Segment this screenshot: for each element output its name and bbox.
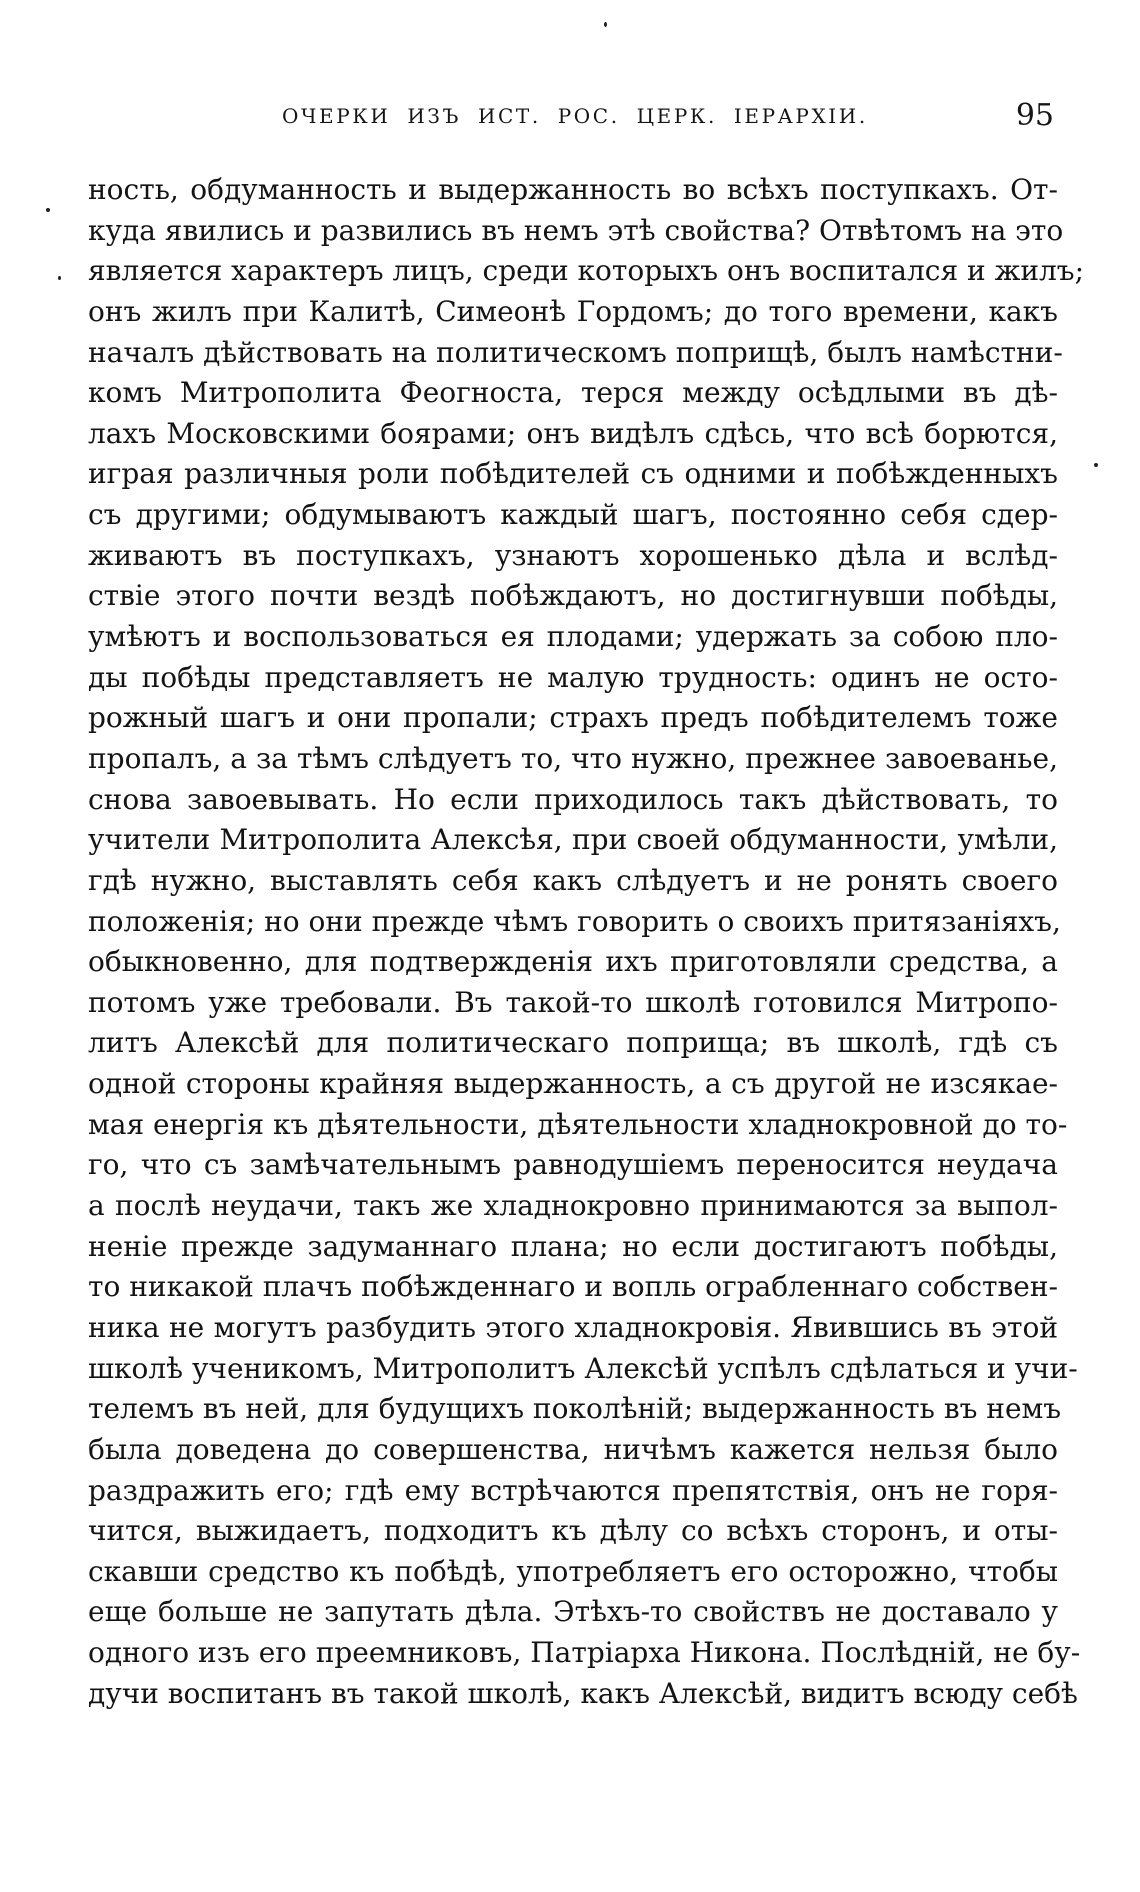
text-line: еще больше не запутать дѣла. Этѣхъ-то свойствъ не доставало у [88, 1595, 1058, 1629]
text-line: телемъ въ ней, для будущихъ поколѣній; выдержанность въ немъ [88, 1392, 1062, 1426]
text-line: является характеръ лицъ, среди которыхъ онъ воспитался и жилъ; [88, 254, 1085, 288]
text-line: лахъ Московскими боярами; онъ видѣлъ сдѣсь, что всѣ борются, [88, 416, 1058, 450]
text-line: снова завоевывать. Но если приходилось такъ дѣйствовать, то [88, 782, 1058, 816]
text-line: съ другими; обдумываютъ каждый шагъ, постоянно себя сдер- [88, 498, 1058, 532]
text-line: ность, обдуманность и выдержанность во всѣхъ поступкахъ. От- [88, 173, 1058, 206]
print-speck [58, 276, 61, 280]
text-line: положенія; но они прежде чѣмъ говорить о своихъ притязаніяхъ, [88, 904, 1061, 938]
text-line: живаютъ въ поступкахъ, узнаютъ хорошенько дѣла и вслѣд- [88, 538, 1058, 572]
text-line: мая енергія къ дѣятельности, дѣятельности хладнокровной до то- [88, 1107, 1068, 1141]
text-line: одного изъ его преемниковъ, Патріарха Никона. Послѣдній, не бу- [88, 1636, 1081, 1670]
running-title: ОЧЕРКИ ИЗЪ ИСТ. РОС. ЦЕРК. IЕРАРХIИ. [282, 104, 868, 128]
text-line: гдѣ нужно, выставлять себя какъ слѣдуетъ и не ронять своего [88, 863, 1058, 897]
text-line: литъ Алексѣй для политическаго поприща; въ школѣ, гдѣ съ [88, 1026, 1058, 1060]
text-line: ника не могутъ разбудить этого хладнокровія. Явившись въ этой [88, 1310, 1058, 1344]
text-line: а послѣ неудачи, такъ же хладнокровно принимаются за выпол- [88, 1189, 1058, 1223]
running-head [276, 98, 1056, 142]
text-line: была доведена до совершенства, ничѣмъ кажется нельзя было [88, 1432, 1058, 1466]
text-line: началъ дѣйствовать на политическомъ поприщѣ, былъ намѣстни- [88, 335, 1063, 369]
text-line: умѣютъ и воспользоваться ея плодами; удержать за собою пло- [88, 620, 1058, 654]
text-line: скавши средство къ побѣдѣ, употребляетъ его осторожно, чтобы [88, 1554, 1058, 1588]
text-line: чится, выжидаетъ, подходитъ къ дѣлу со всѣхъ сторонъ, и оты- [88, 1514, 1058, 1548]
page-number: 95 [1015, 98, 1054, 133]
text-line: го, что съ замѣчательнымъ равнодушіемъ переносится неудача [88, 1148, 1058, 1182]
text-line: ды побѣды представляетъ не малую трудность: одинъ не осто- [88, 660, 1058, 694]
body-text [88, 170, 1085, 1714]
text-line: то никакой плачъ побѣжденнаго и вопль ограбленнаго собствен- [88, 1270, 1058, 1304]
text-line: рожный шагъ и они пропали; страхъ предъ побѣдителемъ тоже [88, 701, 1058, 735]
text-line: потомъ уже требовали. Въ такой-то школѣ готовился Митропо- [88, 985, 1058, 1019]
text-line: комъ Митрополита Феогноста, терся между осѣдлыми въ дѣ- [88, 376, 1058, 410]
text-line: учители Митрополита Алексѣя, при своей обдуманности, умѣли, [88, 823, 1058, 857]
text-line: пропалъ, а за тѣмъ слѣдуетъ то, что нужно, прежнее завоеванье, [88, 741, 1058, 775]
text-line: онъ жилъ при Калитѣ, Симеонѣ Гордомъ; до того времени, какъ [88, 294, 1058, 328]
text-line: ствіе этого почти вездѣ побѣждаютъ, но достигнувши побѣды, [88, 579, 1058, 613]
text-line: раздражить его; гдѣ ему встрѣчаются препятствія, онъ не горя- [88, 1473, 1058, 1507]
text-line: неніе прежде задуманнаго плана; но если достигаютъ побѣды, [88, 1229, 1058, 1263]
text-line: школѣ ученикомъ, Митрополитъ Алексѣй успѣлъ сдѣлаться и учи- [88, 1351, 1078, 1385]
text-line: дучи воспитанъ въ такой школѣ, какъ Алексѣй, видитъ всюду себѣ [88, 1676, 1078, 1710]
print-speck [1094, 463, 1098, 467]
text-line: одной стороны крайняя выдержанность, а съ другой не изсякае- [88, 1067, 1058, 1101]
print-speck [604, 22, 607, 27]
text-line: куда явились и развились въ немъ этѣ свойства? Отвѣтомъ на это [88, 213, 1064, 247]
print-speck [46, 208, 50, 212]
text-line: играя различныя роли побѣдителей съ одними и побѣжденныхъ [88, 457, 1058, 491]
text-line: обыкновенно, для подтвержденія ихъ приготовляли средства, а [88, 945, 1058, 979]
